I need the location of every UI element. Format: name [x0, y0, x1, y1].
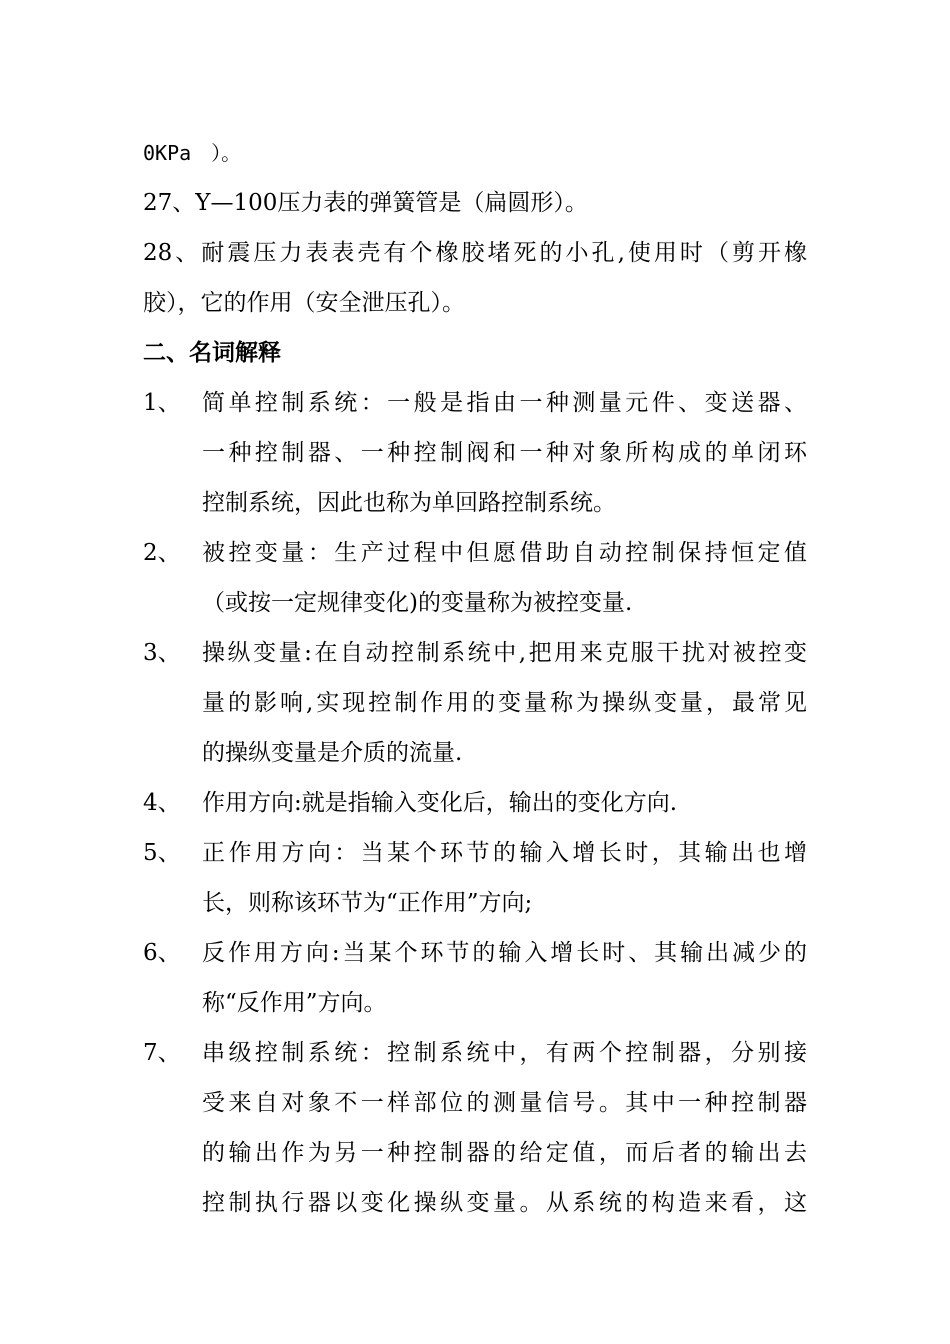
term-number: 4、 [143, 790, 181, 816]
term-line: 串级控制系统：控制系统中，有两个控制器，分别接 [202, 1040, 807, 1066]
term-line: 反作用方向:当某个环节的输入增长时、其输出减少的 [202, 940, 807, 966]
term-number: 7、 [143, 1040, 181, 1066]
term-line: （或按一定规律变化)的变量称为被控变量. [202, 590, 633, 616]
term-number: 2、 [143, 540, 181, 566]
term-body [202, 1028, 807, 1228]
term-item-3 [143, 628, 807, 778]
term-body [202, 378, 807, 528]
term-item-5 [143, 828, 807, 928]
term-line: 的操纵变量是介质的流量. [202, 740, 463, 766]
term-body [202, 778, 807, 828]
term-body [202, 628, 807, 778]
item-28-line-1: 28、耐震压力表表壳有个橡胶堵死的小孔,使用时（剪开橡 [143, 240, 807, 266]
term-line: 称“反作用”方向。 [202, 990, 387, 1016]
carry-over-line [143, 128, 807, 178]
term-item-4 [143, 778, 807, 828]
term-item-1 [143, 378, 807, 528]
term-number: 5、 [143, 840, 181, 866]
term-line: 简单控制系统：一般是指由一种测量元件、变送器、 [202, 390, 807, 416]
term-line: 控制执行器以变化操纵变量。从系统的构造来看，这 [202, 1190, 807, 1216]
term-item-2 [143, 528, 807, 628]
term-line: 被控变量：生产过程中但愿借助自动控制保持恒定值 [202, 540, 807, 566]
term-item-7 [143, 1028, 807, 1228]
term-body [202, 928, 807, 1028]
carry-over-text: 0KPa ）。 [143, 141, 242, 165]
term-line: 作用方向:就是指输入变化后，输出的变化方向. [202, 790, 678, 816]
term-line: 的输出作为另一种控制器的给定值，而后者的输出去 [202, 1140, 807, 1166]
term-line: 量的影响,实现控制作用的变量称为操纵变量，最常见 [202, 690, 807, 716]
term-body [202, 528, 807, 628]
term-item-6 [143, 928, 807, 1028]
item-27-line: 27、Y—100压力表的弹簧管是（扁圆形）。 [143, 190, 588, 216]
document-body [143, 128, 807, 1228]
term-number: 6、 [143, 940, 181, 966]
item-28-line-2: 胶），它的作用（安全泄压孔）。 [143, 290, 465, 316]
term-line: 控制系统，因此也称为单回路控制系统。 [202, 490, 616, 516]
term-line: 正作用方向：当某个环节的输入增长时，其输出也增 [202, 840, 807, 866]
term-line: 一种控制器、一种控制阀和一种对象所构成的单闭环 [202, 440, 807, 466]
term-number: 1、 [143, 390, 181, 416]
term-line: 操纵变量:在自动控制系统中,把用来克服干扰对被控变 [202, 640, 807, 666]
term-number: 3、 [143, 640, 181, 666]
section-heading: 二、名词解释 [143, 340, 281, 366]
term-line: 受来自对象不一样部位的测量信号。其中一种控制器 [202, 1090, 807, 1116]
term-body [202, 828, 807, 928]
term-line: 长，则称该环节为“正作用”方向; [202, 890, 533, 916]
